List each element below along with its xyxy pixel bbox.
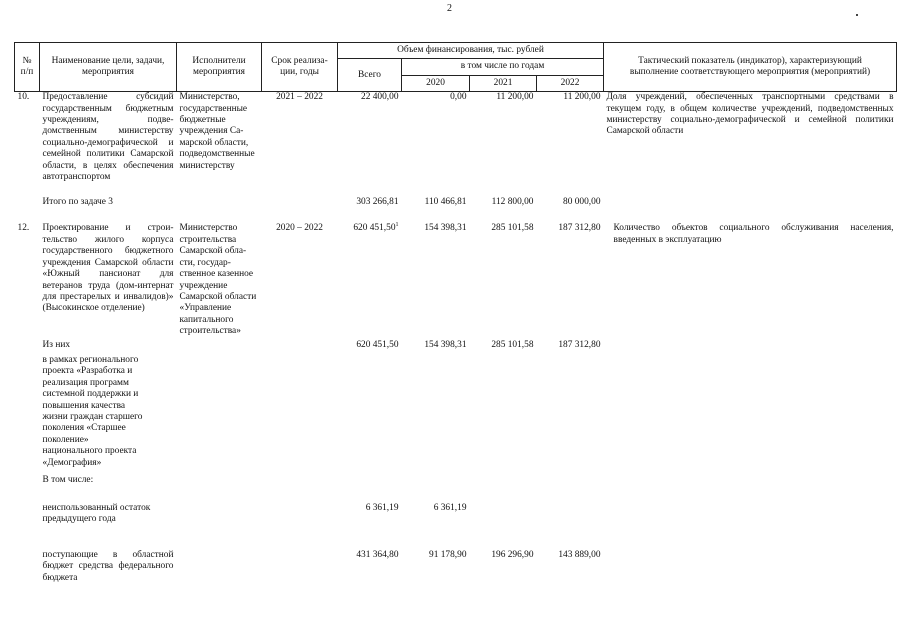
row-2021: 112 800,00 [491, 197, 534, 208]
row-2022: 11 200,00 [563, 92, 601, 103]
header-total: Всего [338, 59, 402, 92]
row-term: 2021 – 2022 [276, 92, 323, 103]
row-total-value: 620 451,50 [353, 223, 396, 234]
scan-dot [856, 14, 858, 16]
row-2022: 187 312,80 [558, 223, 601, 234]
row-2020: 6 361,19 [433, 503, 467, 513]
table-row [15, 92, 897, 184]
row-2022: 187 312,80 [558, 339, 601, 350]
header-year-2020: 2020 [402, 75, 470, 91]
row-2020: 91 178,90 [429, 549, 467, 560]
funding-table [14, 42, 897, 584]
row-2022: 143 889,00 [558, 549, 601, 560]
header-term: Срок реализации, годы [262, 43, 338, 92]
row-term: 2020 – 2022 [276, 223, 323, 234]
row-indicator: Доля учреждений, обеспеченных транспортными средствами в текущем году, в общем количестве учреждений, подведомственных министерству социально-демографической и семейной политики Самарской области [606, 92, 894, 137]
table-row [15, 526, 897, 584]
row-num: 12. [17, 223, 30, 234]
header-year-2021: 2021 [470, 75, 537, 91]
row-2022: 80 000,00 [563, 197, 601, 208]
header-year-2022: 2022 [537, 75, 604, 91]
row-total: 22 400,00 [361, 92, 399, 103]
page-number: 2 [447, 3, 452, 14]
table-row [15, 469, 897, 491]
table-row [15, 351, 897, 469]
row-name: Из них [42, 339, 71, 350]
row-2020: 154 398,31 [424, 223, 467, 234]
row-2020: 0,00 [450, 92, 467, 103]
table-row [15, 189, 897, 217]
row-name: Проектирование и строительство жилого корпуса государственного бюджетного учреждения Самарской области «Южный пансионат для ветеранов труда (дом-интернат для престарелых и инвалидов)» (Высокинское отделение) [42, 223, 174, 314]
row-name: Предоставление субсидий государственным бюджетным учреждениям, подведомственным министерству социально-демографической и семейной политики Самарской области, в целях обеспечения автотранспортом [42, 92, 174, 183]
row-total: 6 361,19 [365, 503, 399, 513]
row-name: в рамках регионального проекта «Разработка и реализация программ системной поддержки и повышения качества жизни граждан старшего поколения «Старшее поколение» национального проекта «Демография» [42, 354, 143, 468]
row-2021: 196 296,90 [491, 549, 534, 560]
header-name: Наименование цели, задачи, мероприятия [40, 43, 177, 92]
row-executors: Министерство, государственные бюджетные учреждения Самарской области, подведомственные министерству [179, 92, 255, 171]
row-executors: Министерство строительства Самарской области, государственное казенное учреждение Самарской области «Управление капитального строительства» [179, 223, 257, 337]
row-name: В том числе: [42, 475, 94, 485]
header-by-years: в том числе по годам [402, 59, 604, 75]
row-total: 620 451,50 [356, 339, 399, 350]
row-name: поступающие в областной бюджет средства федерального бюджета [42, 549, 174, 583]
table-header [15, 43, 897, 92]
table-row [15, 491, 897, 526]
row-name: неиспользованный остаток предыдущего года [42, 503, 151, 525]
row-name: Итого по задаче 3 [42, 197, 113, 208]
table-row [15, 223, 897, 337]
row-2021: 11 200,00 [496, 92, 534, 103]
footnote-mark: 1 [395, 222, 399, 229]
header-executors: Исполнители мероприятия [177, 43, 262, 92]
row-2021: 285 101,58 [491, 339, 534, 350]
header-funding: Объем финансирования, тыс. рублей [338, 43, 604, 59]
row-2020: 154 398,31 [424, 339, 467, 350]
row-total: 303 266,81 [356, 197, 399, 208]
row-2021: 285 101,58 [491, 223, 534, 234]
header-indicator: Тактический показатель (индикатор), характеризующий выполнение соответствующего мероприятия (мероприятий) [604, 43, 897, 92]
row-num: 10. [17, 92, 30, 103]
row-total [338, 223, 402, 337]
row-2020: 110 466,81 [424, 197, 467, 208]
header-num: № п/п [15, 43, 40, 92]
row-total: 431 364,80 [356, 549, 399, 560]
table-row [15, 338, 897, 351]
row-indicator: Количество объектов социального обслуживания населения, введенных в эксплуатацию [613, 223, 894, 245]
